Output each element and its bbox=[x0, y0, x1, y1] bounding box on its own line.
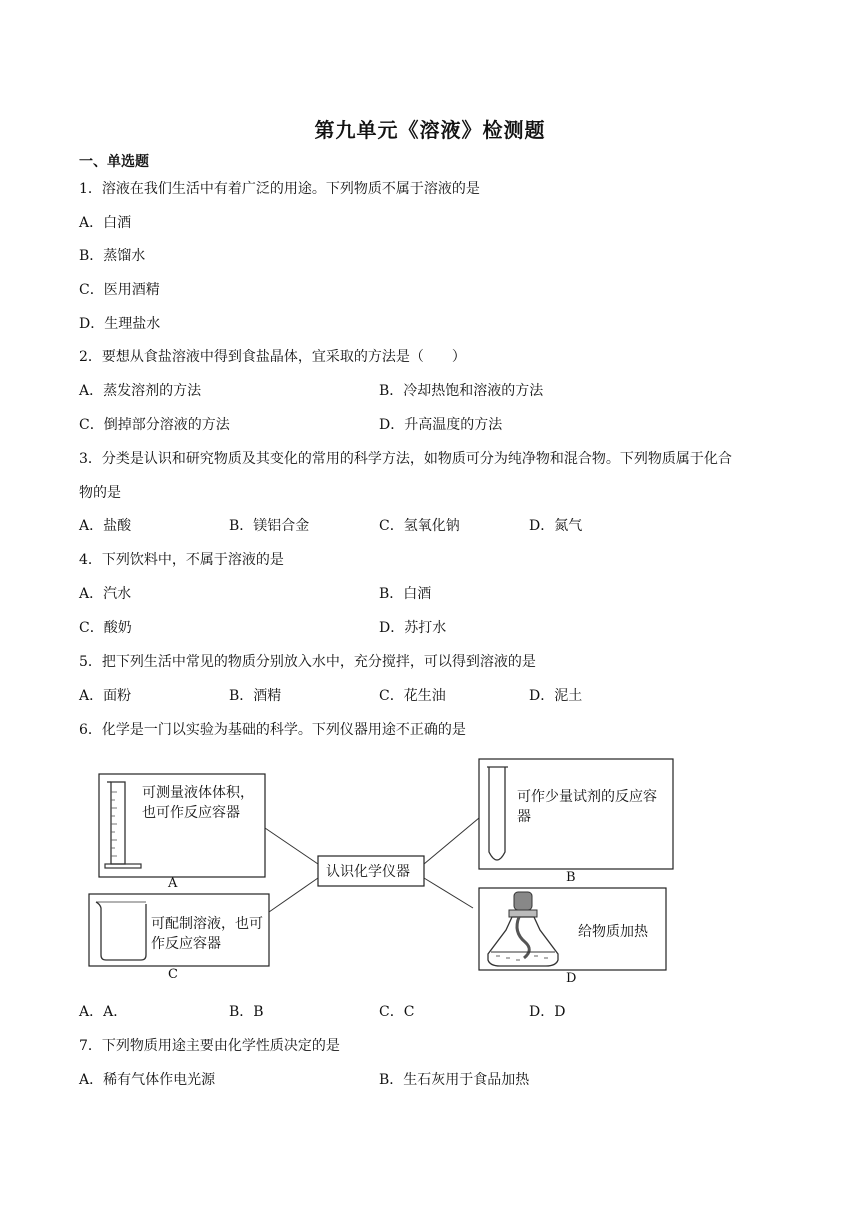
question-2-option-d: D．升高温度的方法 bbox=[379, 417, 503, 433]
question-6-option-c: C．C bbox=[379, 1004, 415, 1020]
question-1-stem: 1．溶液在我们生活中有着广泛的用途。下列物质不属于溶液的是 bbox=[79, 181, 480, 197]
beaker-description: 可配制溶液，也可作反应容器 bbox=[151, 916, 263, 952]
question-1-option-d: D．生理盐水 bbox=[79, 316, 161, 332]
instrument-figure bbox=[86, 752, 686, 990]
question-3-stem: 3．分类是认识和研究物质及其变化的常用的科学方法，如物质可分为纯净物和混合物。下列物质属于化合 bbox=[79, 451, 732, 467]
question-7-option-a: A．稀有气体作电光源 bbox=[79, 1072, 216, 1088]
question-4-option-b: B．白酒 bbox=[379, 586, 432, 602]
question-5-option-b: B．酒精 bbox=[229, 688, 282, 704]
question-4-option-a: A．汽水 bbox=[79, 586, 132, 602]
figure-label-a: A bbox=[168, 876, 178, 891]
question-1-option-a: A．白酒 bbox=[79, 215, 132, 231]
question-2-option-a: A．蒸发溶剂的方法 bbox=[79, 383, 202, 399]
figure-label-b: B bbox=[566, 870, 576, 885]
question-6-option-a: A．A． bbox=[79, 1004, 128, 1020]
question-7-option-b: B．生石灰用于食品加热 bbox=[379, 1072, 530, 1088]
question-3-stem-continued: 物的是 bbox=[79, 485, 121, 501]
question-1-option-c: C．医用酒精 bbox=[79, 282, 160, 298]
question-7-stem: 7．下列物质用途主要由化学性质决定的是 bbox=[79, 1038, 340, 1054]
question-3-option-d: D．氮气 bbox=[529, 518, 583, 534]
question-6-option-d: D．D bbox=[529, 1004, 566, 1020]
question-3-option-c: C．氢氧化钠 bbox=[379, 518, 460, 534]
question-5-stem: 5．把下列生活中常见的物质分别放入水中，充分搅拌，可以得到溶液的是 bbox=[79, 654, 536, 670]
question-4-option-c: C．酸奶 bbox=[79, 620, 132, 636]
question-2-option-b: B．冷却热饱和溶液的方法 bbox=[379, 383, 544, 399]
section-heading: 一、单选题 bbox=[79, 154, 149, 170]
test-tube-description: 可作少量试剂的反应容器 bbox=[517, 789, 657, 825]
question-1-option-b: B．蒸馏水 bbox=[79, 248, 146, 264]
question-5-option-d: D．泥土 bbox=[529, 688, 583, 704]
question-3-option-b: B．镁铝合金 bbox=[229, 518, 310, 534]
figure-label-c: C bbox=[168, 967, 178, 982]
question-2-stem: 2．要想从食盐溶液中得到食盐晶体，宜采取的方法是（ ） bbox=[79, 349, 466, 365]
question-3-option-a: A．盐酸 bbox=[79, 518, 132, 534]
question-6-stem: 6．化学是一门以实验为基础的科学。下列仪器用途不正确的是 bbox=[79, 722, 466, 738]
question-6-option-b: B．B bbox=[229, 1004, 264, 1020]
question-5-option-c: C．花生油 bbox=[379, 688, 446, 704]
question-2-option-c: C．倒掉部分溶液的方法 bbox=[79, 417, 230, 433]
page-title: 第九单元《溶液》检测题 bbox=[314, 118, 546, 142]
center-label: 认识化学仪器 bbox=[326, 864, 410, 880]
question-5-option-a: A．面粉 bbox=[79, 688, 132, 704]
cylinder-description: 可测量液体体积，也可作反应容器 bbox=[142, 785, 254, 821]
lamp-description: 给物质加热 bbox=[578, 924, 648, 940]
question-4-option-d: D．苏打水 bbox=[379, 620, 447, 636]
question-4-stem: 4．下列饮料中，不属于溶液的是 bbox=[79, 552, 284, 568]
figure-label-d: D bbox=[566, 971, 577, 986]
